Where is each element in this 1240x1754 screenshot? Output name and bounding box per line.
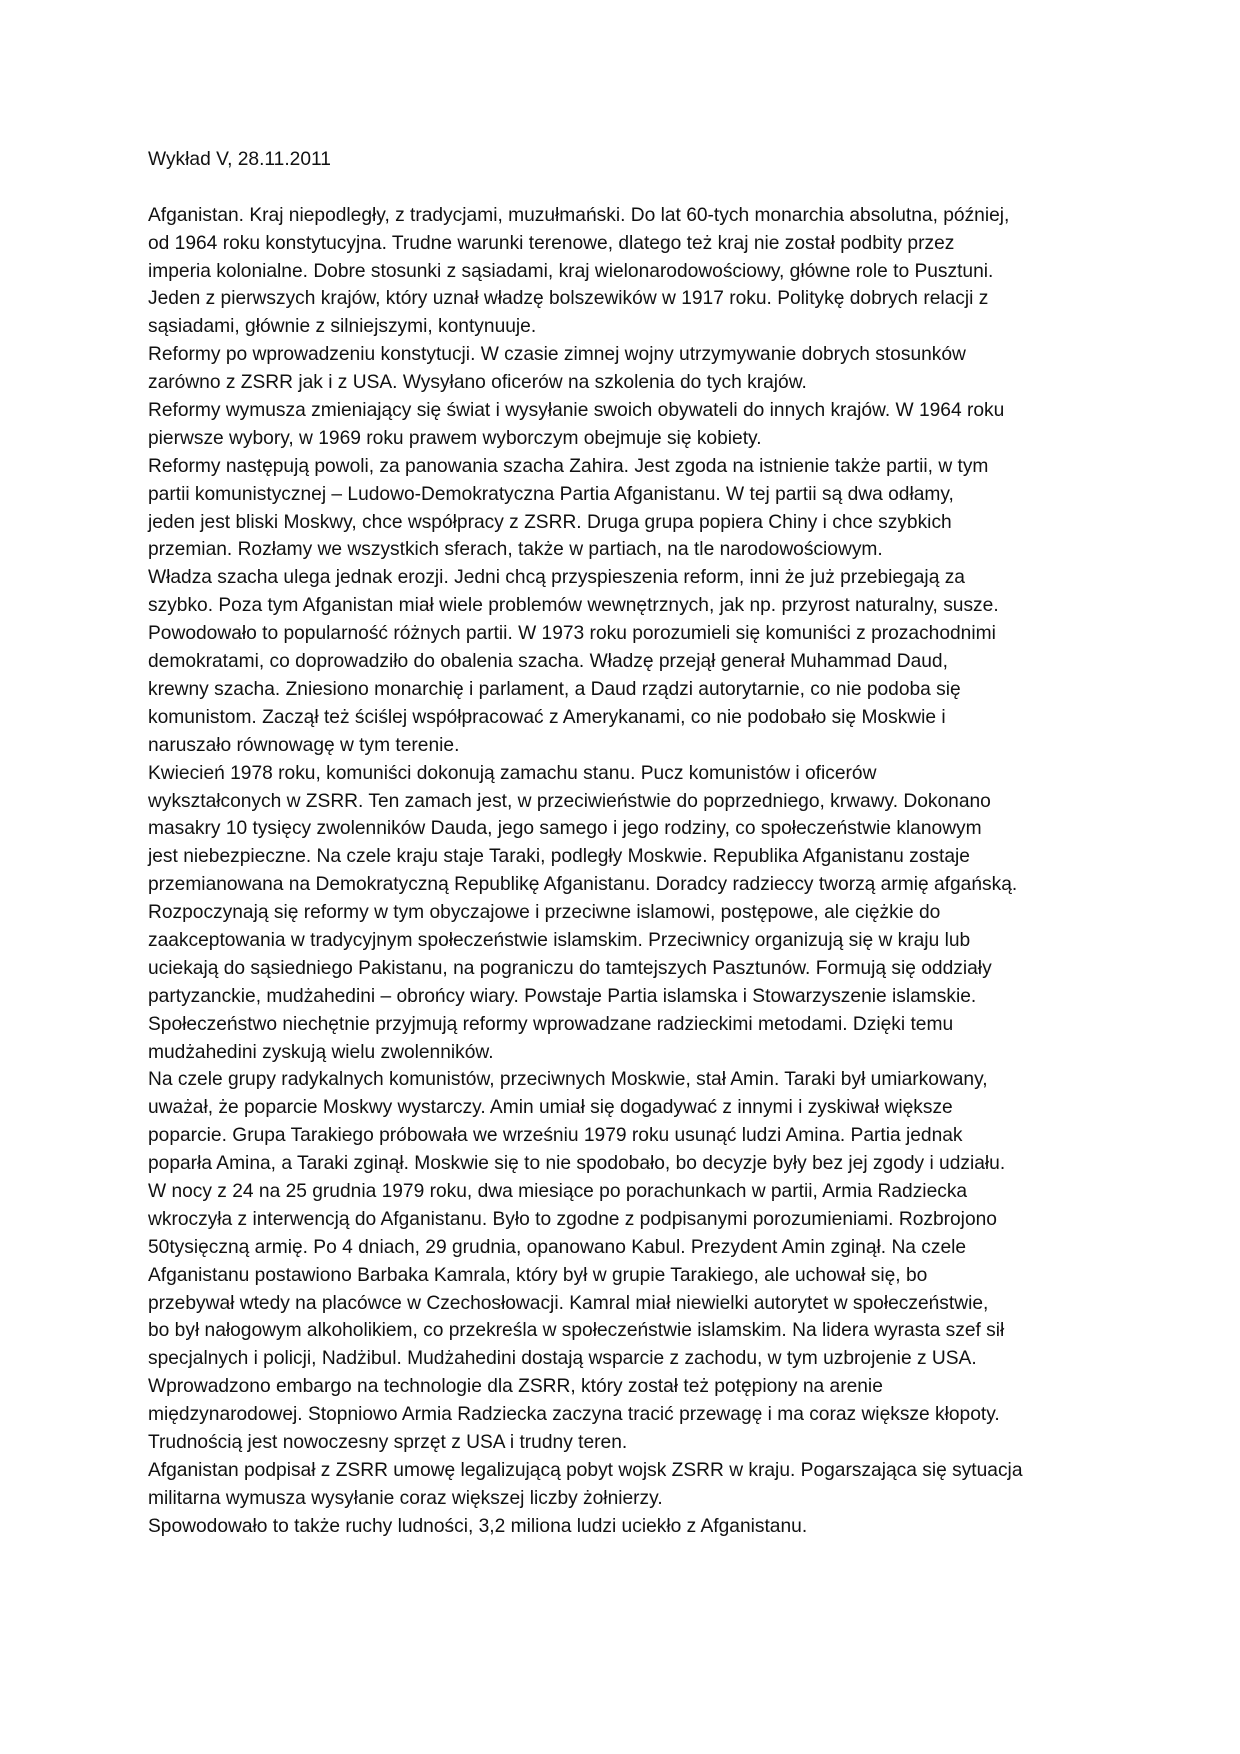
- lecture-heading: Wykład V, 28.11.2011: [148, 149, 331, 170]
- text-line: Reformy wymusza zmieniający się świat i wysyłanie swoich obywateli do innych krajów. W 1964 roku: [148, 400, 1005, 422]
- text-line: od 1964 roku konstytucyjna. Trudne warunki terenowe, dlatego też kraj nie został podbity przez: [148, 232, 955, 254]
- text-line: przebywał wtedy na placówce w Czechosłowacji. Kamral miał niewielki autorytet w społeczeństwie,: [148, 1292, 989, 1314]
- text-line: Kwiecień 1978 roku, komuniści dokonują zamachu stanu. Pucz komunistów i oficerów: [148, 762, 877, 784]
- text-line: Jeden z pierwszych krajów, który uznał władzę bolszewików w 1917 roku. Politykę dobrych relacji z: [148, 288, 989, 310]
- text-line: uciekają do sąsiedniego Pakistanu, na pograniczu do tamtejszych Pasztunów. Formują się oddziały: [148, 957, 992, 979]
- text-line: Rozpoczynają się reformy w tym obyczajowe i przeciwne islamowi, postępowe, ale ciężkie do: [148, 902, 941, 924]
- text-line: mudżahedini zyskują wielu zwolenników.: [148, 1041, 494, 1063]
- text-line: Na czele grupy radykalnych komunistów, przeciwnych Moskwie, stał Amin. Taraki był umiarkowany,: [148, 1069, 988, 1091]
- text-line: partii komunistycznej – Ludowo-Demokratyczna Partia Afganistanu. W tej partii są dwa odłamy,: [148, 483, 954, 505]
- text-line: Powodowało to popularność różnych partii. W 1973 roku porozumieli się komuniści z prozachodnimi: [148, 623, 996, 645]
- text-line: Spowodowało to także ruchy ludności, 3,2 miliona ludzi uciekło z Afganistanu.: [148, 1515, 808, 1537]
- text-line: przemianowana na Demokratyczną Republikę Afganistanu. Doradcy radzieccy tworzą armię afgańską.: [148, 874, 1018, 896]
- text-line: międzynarodowej. Stopniowo Armia Radziecka zaczyna tracić przewagę i ma coraz większe kłopoty.: [148, 1404, 1000, 1426]
- text-line: Reformy po wprowadzeniu konstytucji. W czasie zimnej wojny utrzymywanie dobrych stosunków: [148, 344, 966, 366]
- text-line: partyzanckie, mudżahedini – obrońcy wiary. Powstaje Partia islamska i Stowarzyszenie islamskie.: [148, 985, 977, 1007]
- text-line: masakry 10 tysięcy zwolenników Dauda, jego samego i jego rodziny, co społeczeństwie klanowym: [148, 818, 982, 840]
- text-line: militarna wymusza wysyłanie coraz większej liczby żołnierzy.: [148, 1487, 663, 1509]
- text-line: jest niebezpieczne. Na czele kraju staje Taraki, podległy Moskwie. Republika Afganistanu zostaje: [148, 846, 970, 868]
- text-line: jeden jest bliski Moskwy, chce współpracy z ZSRR. Druga grupa popiera Chiny i chce szybkich: [148, 511, 952, 533]
- text-line: demokratami, co doprowadziło do obalenia szacha. Władzę przejął generał Muhammad Daud,: [148, 651, 948, 673]
- text-line: naruszało równowagę w tym terenie.: [148, 734, 460, 756]
- document-body: [148, 146, 1108, 1541]
- text-line: specjalnych i policji, Nadżibul. Mudżahedini dostają wsparcie z zachodu, w tym uzbrojenie z USA.: [148, 1348, 977, 1370]
- text-line: zarówno z ZSRR jak i z USA. Wysyłano oficerów na szkolenia do tych krajów.: [148, 372, 807, 394]
- text-line: W nocy z 24 na 25 grudnia 1979 roku, dwa miesiące po porachunkach w partii, Armia Radziecka: [148, 1180, 968, 1202]
- text-line: Afganistan. Kraj niepodległy, z tradycjami, muzułmański. Do lat 60-tych monarchia absolutna, później,: [148, 204, 1010, 226]
- text-line: wykształconych w ZSRR. Ten zamach jest, w przeciwieństwie do poprzedniego, krwawy. Dokonano: [148, 790, 991, 812]
- text-line: Władza szacha ulega jednak erozji. Jedni chcą przyspieszenia reform, inni że już przebiegają za: [148, 567, 965, 589]
- text-line: komunistom. Zaczął też ściślej współpracować z Amerykanami, co nie podobało się Moskwie i: [148, 706, 946, 728]
- text-line: uważał, że poparcie Moskwy wystarczy. Amin umiał się dogadywać z innymi i zyskiwał większe: [148, 1097, 953, 1119]
- text-line: bo był nałogowym alkoholikiem, co przekreśla w społeczeństwie islamskim. Na lidera wyrasta szef sił: [148, 1320, 1005, 1342]
- text-line: sąsiadami, głównie z silniejszymi, kontynuuje.: [148, 316, 537, 338]
- text-line: imperia kolonialne. Dobre stosunki z sąsiadami, kraj wielonarodowościowy, główne role to Pusztuni.: [148, 260, 994, 282]
- text-line: Wprowadzono embargo na technologie dla ZSRR, który został też potępiony na arenie: [148, 1376, 883, 1398]
- text-line: Trudnością jest nowoczesny sprzęt z USA i trudny teren.: [148, 1431, 628, 1453]
- text-line: pierwsze wybory, w 1969 roku prawem wyborczym obejmuje się kobiety.: [148, 427, 762, 449]
- text-line: Afganistanu postawiono Barbaka Kamrala, który był w grupie Tarakiego, ale uchował się, bo: [148, 1264, 928, 1286]
- text-line: przemian. Rozłamy we wszystkich sferach, także w partiach, na tle narodowościowym.: [148, 539, 883, 561]
- text-line: wkroczyła z interwencją do Afganistanu. Było to zgodne z podpisanymi porozumieniami. Rozbrojono: [148, 1208, 997, 1230]
- text-line: zaakceptowania w tradycyjnym społeczeństwie islamskim. Przeciwnicy organizują się w kraju lub: [148, 929, 971, 951]
- text-line: krewny szacha. Zniesiono monarchię i parlament, a Daud rządzi autorytarnie, co nie podoba się: [148, 678, 961, 700]
- text-line: Afganistan podpisał z ZSRR umowę legalizującą pobyt wojsk ZSRR w kraju. Pogarszająca się sytuacja: [148, 1459, 1023, 1481]
- text-line: poparcie. Grupa Tarakiego próbowała we wrześniu 1979 roku usunąć ludzi Amina. Partia jednak: [148, 1125, 963, 1147]
- text-line: 50tysięczną armię. Po 4 dniach, 29 grudnia, opanowano Kabul. Prezydent Amin zginął. Na czele: [148, 1236, 967, 1258]
- text-line: Reformy następują powoli, za panowania szacha Zahira. Jest zgoda na istnienie także partii, w tym: [148, 455, 989, 477]
- document-text: [148, 202, 1108, 1541]
- text-line: szybko. Poza tym Afganistan miał wiele problemów wewnętrznych, jak np. przyrost naturalny, susze.: [148, 595, 999, 617]
- text-line: poparła Amina, a Taraki zginął. Moskwie się to nie spodobało, bo decyzje były bez jej zgody i udziału.: [148, 1153, 1006, 1175]
- text-line: Społeczeństwo niechętnie przyjmują reformy wprowadzane radzieckimi metodami. Dzięki temu: [148, 1013, 954, 1035]
